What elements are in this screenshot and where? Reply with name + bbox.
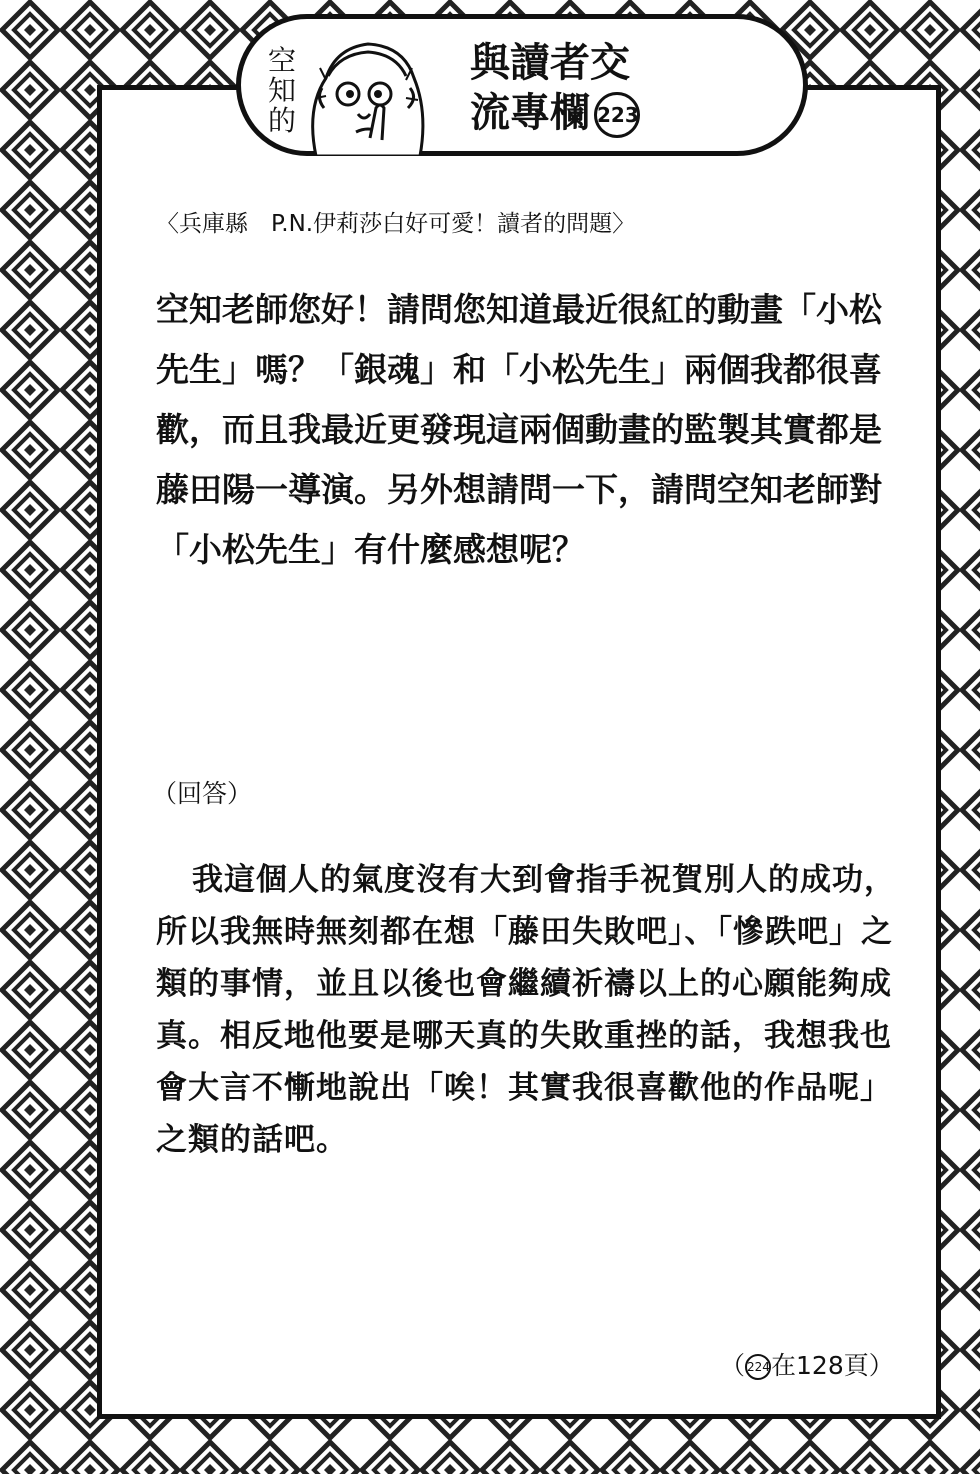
reader-question: 空知老師您好！請問您知道最近很紅的動畫「小松先生」嗎？「銀魂」和「小松先生」兩個我都很喜歡，而且我最近更發現這兩個動畫的監製其實都是藤田陽一導演。另外想請問一下，請問空知老師對「小松先生」有什麼感想呢？	[156, 290, 882, 569]
author-gorilla-icon	[296, 28, 436, 156]
author-answer: 我這個人的氣度沒有大到會指手祝賀別人的成功，所以我無時無刻都在想「藤田失敗吧」、「慘跌吧」之類的事情，並且以後也會繼續祈禱以上的心願能夠成真。相反地他要是哪天真的失敗重挫的話，我想我也會大言不慚地說出「唉！其實我很喜歡他的作品呢」之類的話吧。	[156, 862, 896, 1158]
header-side-label: 空知的	[267, 44, 296, 137]
question-source: 〈兵庫縣 P.N.伊莉莎白好可愛！讀者的問題〉	[156, 211, 636, 237]
answer-label: （回答）	[152, 779, 253, 808]
column-number-badge: 223	[594, 92, 640, 138]
page-reference-open: （	[720, 1351, 746, 1380]
column-title-line2: 流專欄	[470, 90, 590, 136]
page-reference-number: 224	[745, 1354, 771, 1380]
page-reference	[720, 1346, 900, 1386]
column-title	[470, 38, 690, 138]
column-title-line1: 與讀者交	[470, 40, 630, 86]
page-reference-text: 在128頁）	[771, 1351, 894, 1380]
